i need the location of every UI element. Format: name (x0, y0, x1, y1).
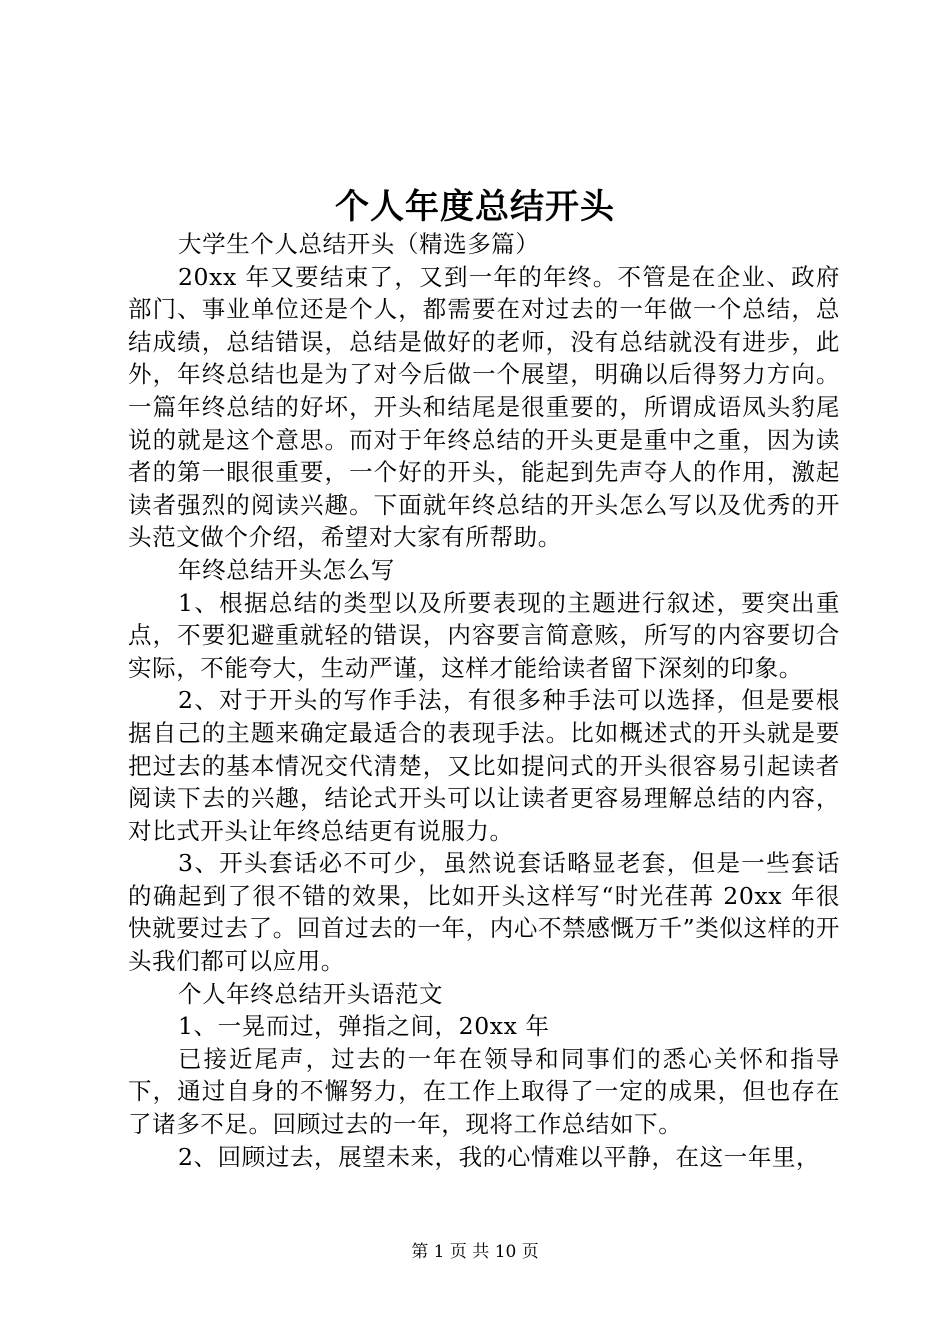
example-paragraph-1: 1、一晃而过，弹指之间，20xx 年 (178, 1012, 550, 1041)
section-heading-examples: 个人年终总结开头语范文 (178, 979, 444, 1008)
tip-paragraph-1: 1、根据总结的类型以及所要表现的主题进行叙述，要突出重点，不要犯避重就轻的错误，内容要言简意赅，所写的内容要切合实际，不能夸大，生动严谨，这样才能给读者留下深刻的印象。 (128, 588, 840, 682)
example-paragraph-1-cont: 已接近尾声，过去的一年在领导和同事们的悉心关怀和指导下，通过自身的不懈努力，在工作上取得了一定的成果，但也存在了诸多不足。回顾过去的一年，现将工作总结如下。 (128, 1044, 840, 1139)
tip-paragraph-2: 2、对于开头的写作手法，有很多种手法可以选择，但是要根据自己的主题来确定最适合的表现手法。比如概述式的开头就是要把过去的基本情况交代清楚，又比如提问式的开头很容易引起读者阅读下去的兴趣，结论式开头可以让读者更容易理解总结的内容，对比式开头让年终总结更有说服力。 (128, 686, 840, 845)
intro-paragraph: 20xx 年又要结束了，又到一年的年终。不管是在企业、政府部门、事业单位还是个人，都需要在对过去的一年做一个总结，总结成绩，总结错误，总结是做好的老师，没有总结就没有进步，此外，年终总结也是为了对今后做一个展望，明确以后得努力方向。一篇年终总结的好坏，开头和结尾是很重要的，所谓成语凤头豹尾说的就是这个意思。而对于年终总结的开头更是重中之重，因为读者的第一眼很重要，一个好的开头，能起到先声夺人的作用，激起读者强烈的阅读兴趣。下面就年终总结的开头怎么写以及优秀的开头范文做个介绍，希望对大家有所帮助。 (128, 262, 840, 552)
subtitle-paragraph: 大学生个人总结开头（精选多篇） (178, 230, 540, 258)
document-title: 个人年度总结开头 (335, 187, 615, 227)
page-footer: 第 1 页 共 10 页 (411, 1242, 539, 1262)
tip-paragraph-3: 3、开头套话必不可少，虽然说套话略显老套，但是一些套话的确起到了很不错的效果，比如开头这样写“时光荏苒 20xx 年很快就要过去了。回首过去的一年，内心不禁感慨万千”类似这样的开头我们都可以应用。 (128, 849, 840, 976)
section-heading-how-to-write: 年终总结开头怎么写 (178, 555, 395, 584)
example-paragraph-2: 2、回顾过去，展望未来，我的心情难以平静，在这一年里， (178, 1142, 821, 1171)
document-body (128, 228, 840, 1173)
